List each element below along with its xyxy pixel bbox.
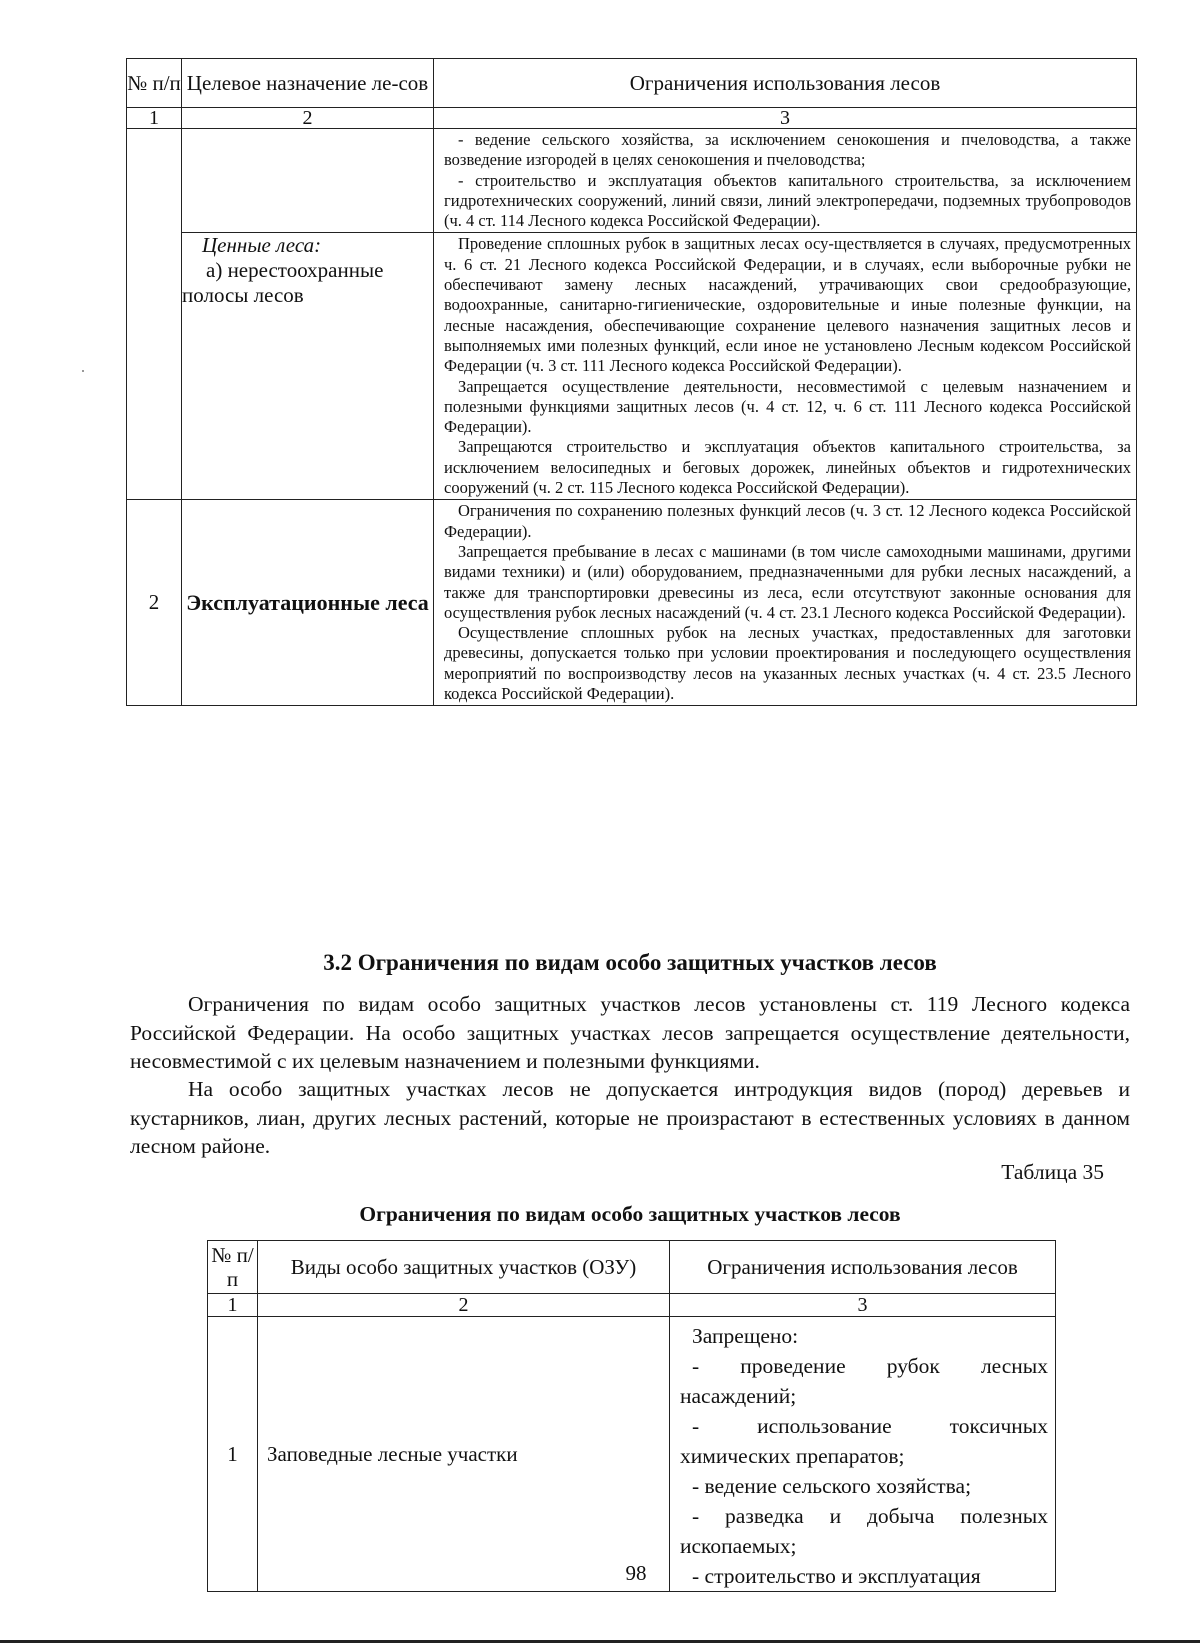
category-line: а) нерестоохранные	[206, 258, 384, 283]
restriction-item: - строительство и эксплуатация	[692, 1564, 981, 1588]
table-row	[208, 1317, 1056, 1592]
restriction-paragraph: Запрещаются строительство и эксплуатация объектов капитального строительства, за исключением велосипедных и беговых дорожек, линейных объектов и гидротехнических сооружений (ч. 2 ст. 115 Лесного кодекса Российской Федерации).	[444, 437, 1131, 498]
row-num-cell: 2	[127, 500, 182, 706]
protected-areas-table	[207, 1240, 1056, 1592]
col-number: 1	[208, 1294, 258, 1317]
category-cell	[182, 129, 434, 233]
restrictions-cell	[670, 1317, 1056, 1592]
category-italic: Ценные леса:	[202, 233, 322, 258]
col-number: 3	[434, 108, 1137, 129]
header-restrictions: Ограничения использования лесов	[434, 59, 1137, 108]
table-header-row	[127, 59, 1137, 108]
restriction-item: - проведение рубок лесных насаждений;	[680, 1354, 1048, 1408]
restriction-paragraph: Ограничения по сохранению полезных функций лесов (ч. 3 ст. 12 Лесного кодекса Российской Федерации).	[444, 501, 1131, 541]
restriction-item: - ведение сельского хозяйства;	[692, 1474, 972, 1498]
area-type-cell: Заповедные лесные участки	[258, 1317, 670, 1592]
restrictions-cell	[434, 233, 1137, 500]
section-title: 3.2 Ограничения по видам особо защитных участков лесов	[323, 950, 937, 975]
forest-purpose-restrictions-table	[126, 58, 1137, 706]
table-title: Ограничения по видам особо защитных участков лесов	[359, 1202, 901, 1226]
restriction-paragraph: - строительство и эксплуатация объектов капитального строительства, за исключением гидротехнических сооружений, линий связи, линий электропередачи, подземных трубопроводов (ч. 4 ст. 114 Лесного кодекса Российской Федерации).	[444, 170, 1131, 231]
page-number: 98	[625, 1561, 647, 1585]
section-paragraph: Ограничения по видам особо защитных участков лесов установлены ст. 119 Лесного кодекса Российской Федерации. На особо защитных участках лесов запрещается осуществление деятельности, несовместимой с их целевым назначением и полезными функциями.	[130, 992, 1130, 1073]
col-number: 3	[670, 1294, 1056, 1317]
category-cell	[182, 233, 434, 500]
table-row	[127, 129, 1137, 233]
restrictions-cell	[434, 500, 1137, 706]
restriction-paragraph: Запрещается пребывание в лесах с машинами (в том числе самоходными машинами, другими видами техники) и (или) оборудованием, предназначенными для рубки лесных насаждений, а также для транспортировки древесины из леса, если отсутствуют законные основания для осуществления рубок лесных насаждений (ч. 4 ст. 23.1 Лесного кодекса Российской Федерации).	[444, 541, 1131, 622]
row-num-cell: 1	[208, 1317, 258, 1592]
category-bold: Эксплуатационные леса	[182, 500, 434, 706]
col-number: 2	[182, 108, 434, 129]
scan-artifact	[82, 370, 84, 372]
header-purpose: Целевое назначение ле-сов	[182, 59, 434, 108]
bottom-rule	[0, 1640, 1200, 1643]
category-line: полосы лесов	[182, 283, 304, 308]
col-number: 2	[258, 1294, 670, 1317]
restriction-paragraph: - ведение сельского хозяйства, за исключением сенокошения и пчеловодства, а также возведение изгородей в целях сенокошения и пчеловодства;	[444, 130, 1131, 170]
header-types: Виды особо защитных участков (ОЗУ)	[258, 1241, 670, 1294]
table-number-label: Таблица 35	[1001, 1160, 1104, 1184]
header-restrictions: Ограничения использования лесов	[670, 1241, 1056, 1294]
section-paragraph: На особо защитных участках лесов не допускается интродукция видов (пород) деревьев и кустарников, лиан, других лесных растений, которые не произрастают в естественных условиях в данном лесном районе.	[130, 1077, 1130, 1158]
restrictions-cell	[434, 129, 1137, 233]
restriction-paragraph: Проведение сплошных рубок в защитных лесах осу-ществляется в случаях, предусмотренных ч. 6 ст. 21 Лесного кодекса Российской Федерации, и в случаях, если выборочные рубки не обеспечивают замену лесных насаждений, утрачивающих свои средообразующие, водоохранные, санитарно-гигиенические, оздоровительные и иные полезные функции, на лесные насаждения, обеспечивающие сохранение целевого назначения защитных лесов и выполняемых ими полезных функций, если иное не установлено Лесным кодексом Российской Федерации (ч. 3 ст. 111 Лесного кодекса Российской Федерации).	[444, 234, 1131, 376]
restriction-intro: Запрещено:	[692, 1324, 799, 1348]
row-num-cell	[127, 129, 182, 500]
restriction-item: - разведка и добыча полезных ископаемых;	[680, 1504, 1048, 1558]
header-num: № п/п	[208, 1241, 258, 1294]
restriction-item: - использование токсичных химических препаратов;	[680, 1414, 1048, 1468]
column-number-row	[127, 108, 1137, 129]
header-num: № п/п	[127, 59, 182, 108]
restriction-paragraph: Запрещается осуществление деятельности, несовместимой с целевым назначением и полезными функциями защитных лесов (ч. 4 ст. 12, ч. 6 ст. 111 Лесного кодекса Российской Федерации).	[444, 376, 1131, 437]
restriction-paragraph: Осуществление сплошных рубок на лесных участках, предоставленных для заготовки древесины, допускается только при условии проектирования и последующего осуществления мероприятий по воспроизводству лесов на указанных лесных участках (ч. 4 ст. 23.5 Лесного кодекса Российской Федерации).	[444, 623, 1131, 704]
table-row	[127, 233, 1137, 500]
table-header-row	[208, 1241, 1056, 1294]
col-number: 1	[127, 108, 182, 129]
column-number-row	[208, 1294, 1056, 1317]
table-row	[127, 500, 1137, 706]
